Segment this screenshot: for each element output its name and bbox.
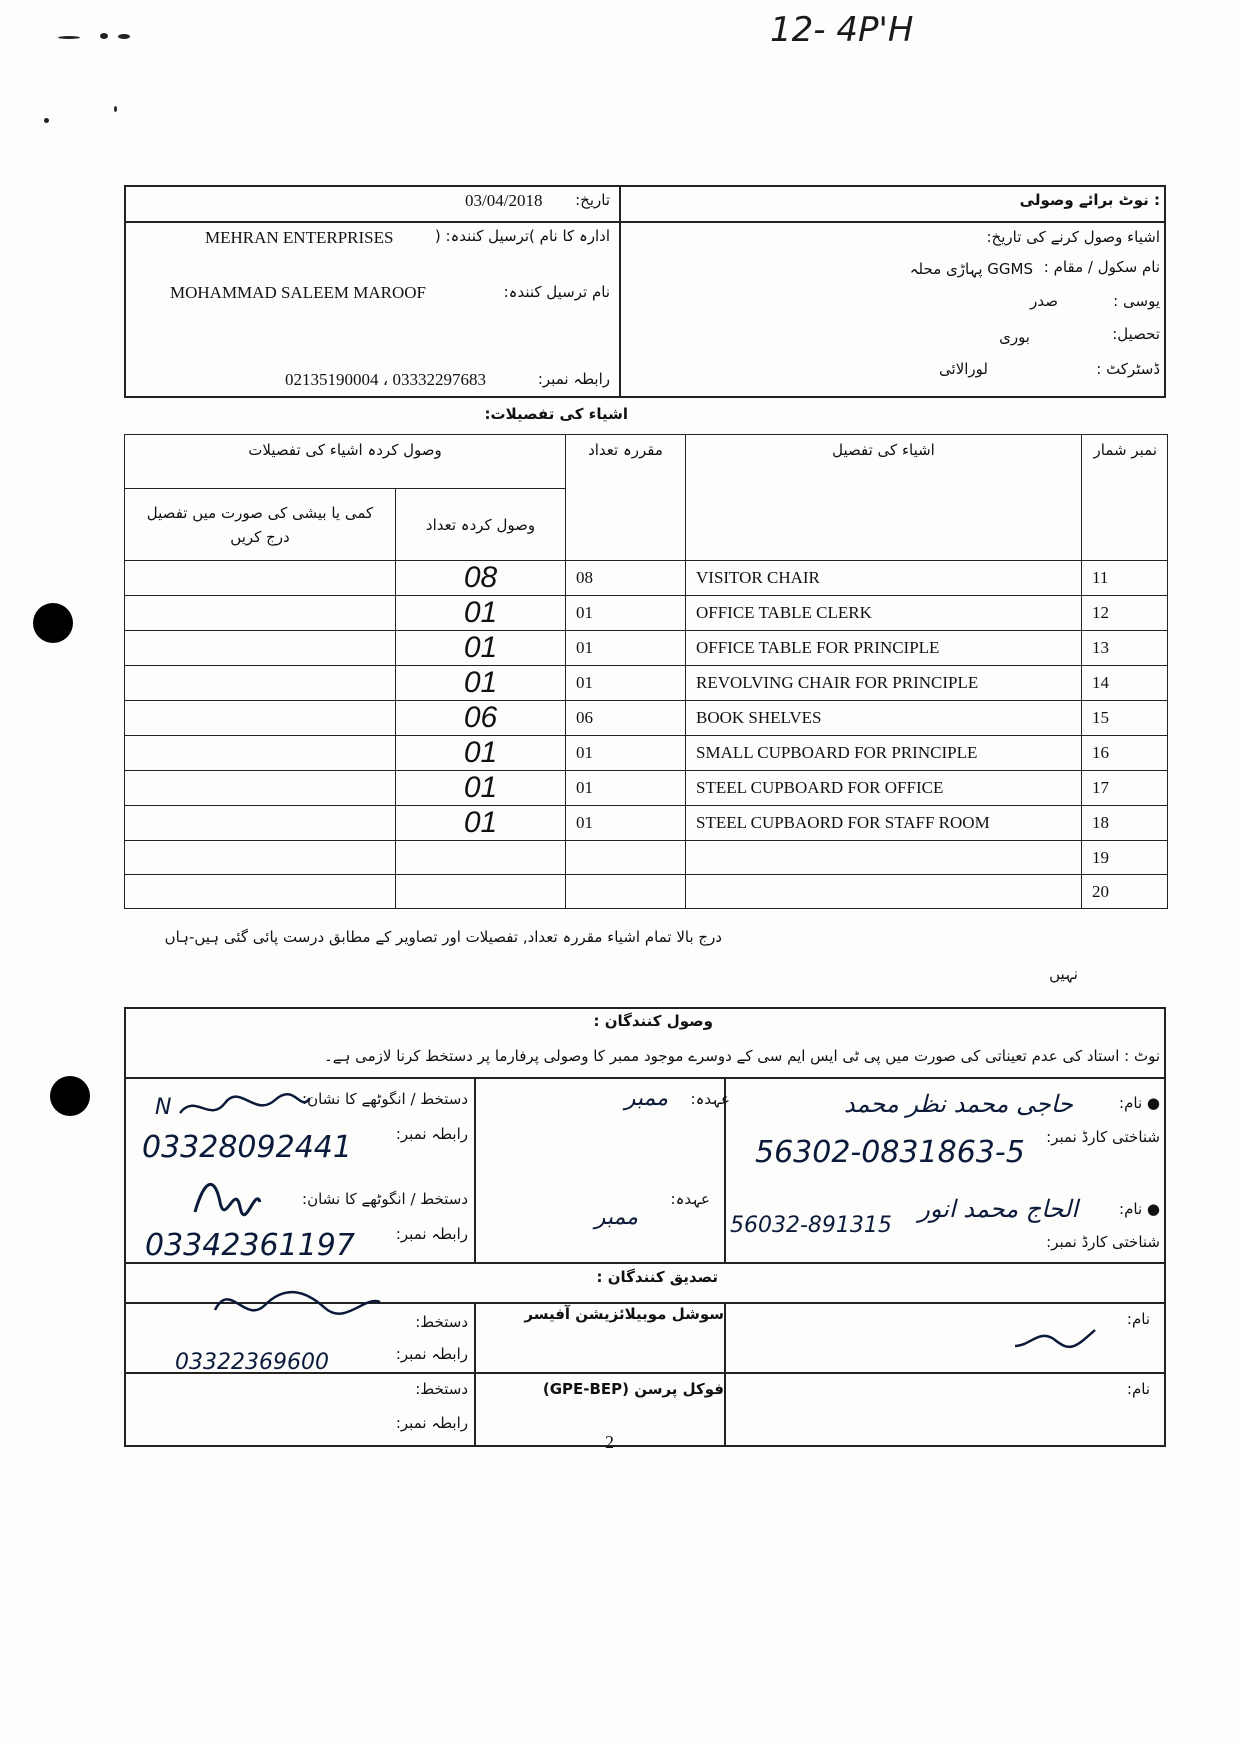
row-received: 01 [396,771,566,806]
row-number: 20 [1082,875,1168,909]
row-quantity: 01 [566,736,686,771]
date-value: 03/04/2018 [465,191,543,210]
r2-contact: 03342361197 [145,1228,355,1263]
row-number: 12 [1082,596,1168,631]
row-quantity: 01 [566,631,686,666]
bullet-icon: ● [1142,1200,1160,1218]
row-received: 01 [396,806,566,841]
r1-cnic: 56302-0831863-5 [755,1135,1025,1170]
top-handwritten-note: 12- 4P'H [770,10,914,50]
row-number: 18 [1082,806,1168,841]
punch-hole [50,1076,90,1116]
r2-cnic-label: شناختی کارڈ نمبر: [1046,1233,1160,1251]
bullet-icon: ● [1142,1094,1160,1112]
row-difference [125,701,396,736]
row-quantity: 01 [566,771,686,806]
page-number: 2 [605,1432,614,1452]
table-row [125,771,1168,806]
v2-contact-label: رابطہ نمبر: [395,1414,468,1432]
row-received [396,841,566,875]
row-quantity [566,841,686,875]
row-description: OFFICE TABLE FOR PRINCIPLE [686,631,1082,666]
sender-value: MOHAMMAD SALEEM MAROOF [170,283,426,302]
r1-post: ممبر [624,1086,668,1111]
row-difference [125,806,396,841]
row-received [396,875,566,909]
row-difference [125,736,396,771]
r1-cnic-label: شناختی کارڈ نمبر: [1046,1128,1160,1146]
speck [44,118,49,123]
table-row [125,631,1168,666]
row-quantity [566,875,686,909]
r1-post-label: عہدہ: [690,1090,730,1108]
header-desc: اشیاء کی تفصیل [686,435,1082,561]
row-difference [125,596,396,631]
speck [118,34,130,39]
row-description: SMALL CUPBOARD FOR PRINCIPLE [686,736,1082,771]
row-number: 16 [1082,736,1168,771]
uc-label: یوسی : [1113,292,1160,310]
r2-post-label: عہدہ: [670,1190,710,1208]
header-received-group: وصول کردہ اشیاء کی تفصیلات [125,435,566,489]
row-quantity: 01 [566,596,686,631]
tehsil-label: تحصیل: [1112,325,1160,343]
speck [114,106,117,112]
row-received: 08 [396,561,566,596]
r1-sign: N [155,1095,172,1120]
sender-label: نام ترسیل کنندہ: [503,283,610,301]
school-label: نام سکول / مقام : [1043,258,1160,276]
header-no: نمبر شمار [1082,435,1168,561]
receipt-date-label: اشیاء وصول کرنے کی تاریخ: [986,228,1160,246]
district-value: لورالائی [939,360,988,378]
row-received: 01 [396,736,566,771]
row-quantity: 01 [566,806,686,841]
row-number: 17 [1082,771,1168,806]
row-received: 01 [396,596,566,631]
r2-cnic: 56032-891315 [730,1213,892,1238]
v1-contact-label: رابطہ نمبر: [395,1345,468,1363]
v1-sign-label: دستخط: [415,1313,468,1331]
receivers-note: نوٹ : استاد کی عدم تعیناتی کی صورت میں پی ٹی ایس ایم سی کے دوسرے موجود ممبر کا وصولی پرفارما پر دستخط کرنا لازمی ہے۔ [323,1047,1160,1065]
speck [100,33,108,39]
header-qty: مقررہ تعداد [566,435,686,561]
v1-role: سوشل موبیلائزیشن آفیسر [524,1305,724,1323]
table-row [125,736,1168,771]
row-difference [125,875,396,909]
date-label: تاریخ: [575,191,610,209]
row-number: 19 [1082,841,1168,875]
row-quantity: 08 [566,561,686,596]
contact-value: 03332297683 ، 02135190004 [285,370,486,389]
row-description: REVOLVING CHAIR FOR PRINCIPLE [686,666,1082,701]
table-row [125,666,1168,701]
r2-name-label: ● نام: [1119,1200,1160,1218]
row-description [686,841,1082,875]
verifiers-title: تصدیق کنندگان : [596,1268,718,1286]
table-row [125,875,1168,909]
org-label: ادارہ کا نام )ترسیل کنندہ: ( [434,227,610,245]
table-row [125,561,1168,596]
items-table [124,434,1168,909]
row-number: 15 [1082,701,1168,736]
district-label: ڈسٹرکٹ : [1096,360,1160,378]
row-difference [125,631,396,666]
v2-name-label: نام: [1126,1380,1150,1398]
v1-signature-icon [205,1280,385,1328]
contact-label: رابطہ نمبر: [537,370,610,388]
r1-sign-label: دستخط / انگوٹھے کا نشان: [302,1090,468,1108]
table-row [125,841,1168,875]
uc-value: صدر [1030,292,1058,310]
row-description: STEEL CUPBOARD FOR OFFICE [686,771,1082,806]
punch-hole [33,603,73,643]
r2-signature-icon [185,1172,265,1222]
r1-name-label: ● نام: [1119,1094,1160,1112]
r1-name: حاجی محمد نظر محمد [843,1090,1073,1118]
row-received: 01 [396,631,566,666]
row-received: 01 [396,666,566,701]
org-value: MEHRAN ENTERPRISES [205,228,394,247]
school-value: GGMS پہاڑی محلہ [909,260,1033,278]
row-number: 14 [1082,666,1168,701]
row-received: 06 [396,701,566,736]
row-difference [125,841,396,875]
header-diff: کمی یا بیشی کی صورت میں تفصیل درج کریں [125,489,396,561]
v1-name-label: نام: [1126,1310,1150,1328]
row-number: 11 [1082,561,1168,596]
header-received-qty: وصول کردہ تعداد [396,489,566,561]
statement-no: نہیں [1049,965,1078,983]
items-section-title: اشیاء کی تفصیلات: [484,405,628,423]
r2-contact-label: رابطہ نمبر: [395,1225,468,1243]
v1-contact: 03322369600 [175,1350,329,1375]
table-row [125,806,1168,841]
r2-name: الحاج محمد انور [918,1195,1078,1223]
header-title: : نوٹ برائے وصولی [1019,191,1160,209]
r1-contact: 03328092441 [142,1130,352,1165]
row-difference [125,771,396,806]
r2-post: ممبر [594,1205,638,1230]
row-difference [125,561,396,596]
tehsil-value: بوری [999,328,1030,346]
table-row [125,596,1168,631]
r1-signature-icon [175,1088,315,1128]
row-description: VISITOR CHAIR [686,561,1082,596]
row-difference [125,666,396,701]
receivers-title: وصول کنندگان : [593,1012,713,1030]
speck [58,36,80,39]
row-quantity: 06 [566,701,686,736]
row-quantity: 01 [566,666,686,701]
v2-sign-label: دستخط: [415,1380,468,1398]
row-description: OFFICE TABLE CLERK [686,596,1082,631]
r2-sign-label: دستخط / انگوٹھے کا نشان: [302,1190,468,1208]
row-description: BOOK SHELVES [686,701,1082,736]
statement: درج بالا تمام اشیاء مقررہ تعداد, تفصیلات اور تصاویر کے مطابق درست پائی گئی ہیں-ہاں [164,928,722,946]
row-description: STEEL CUPBAORD FOR STAFF ROOM [686,806,1082,841]
table-row [125,701,1168,736]
row-number: 13 [1082,631,1168,666]
r1-contact-label: رابطہ نمبر: [395,1125,468,1143]
v2-role: فوکل پرسن (GPE-BEP) [542,1380,724,1398]
row-description [686,875,1082,909]
v1-name-signature-icon [1010,1318,1100,1358]
